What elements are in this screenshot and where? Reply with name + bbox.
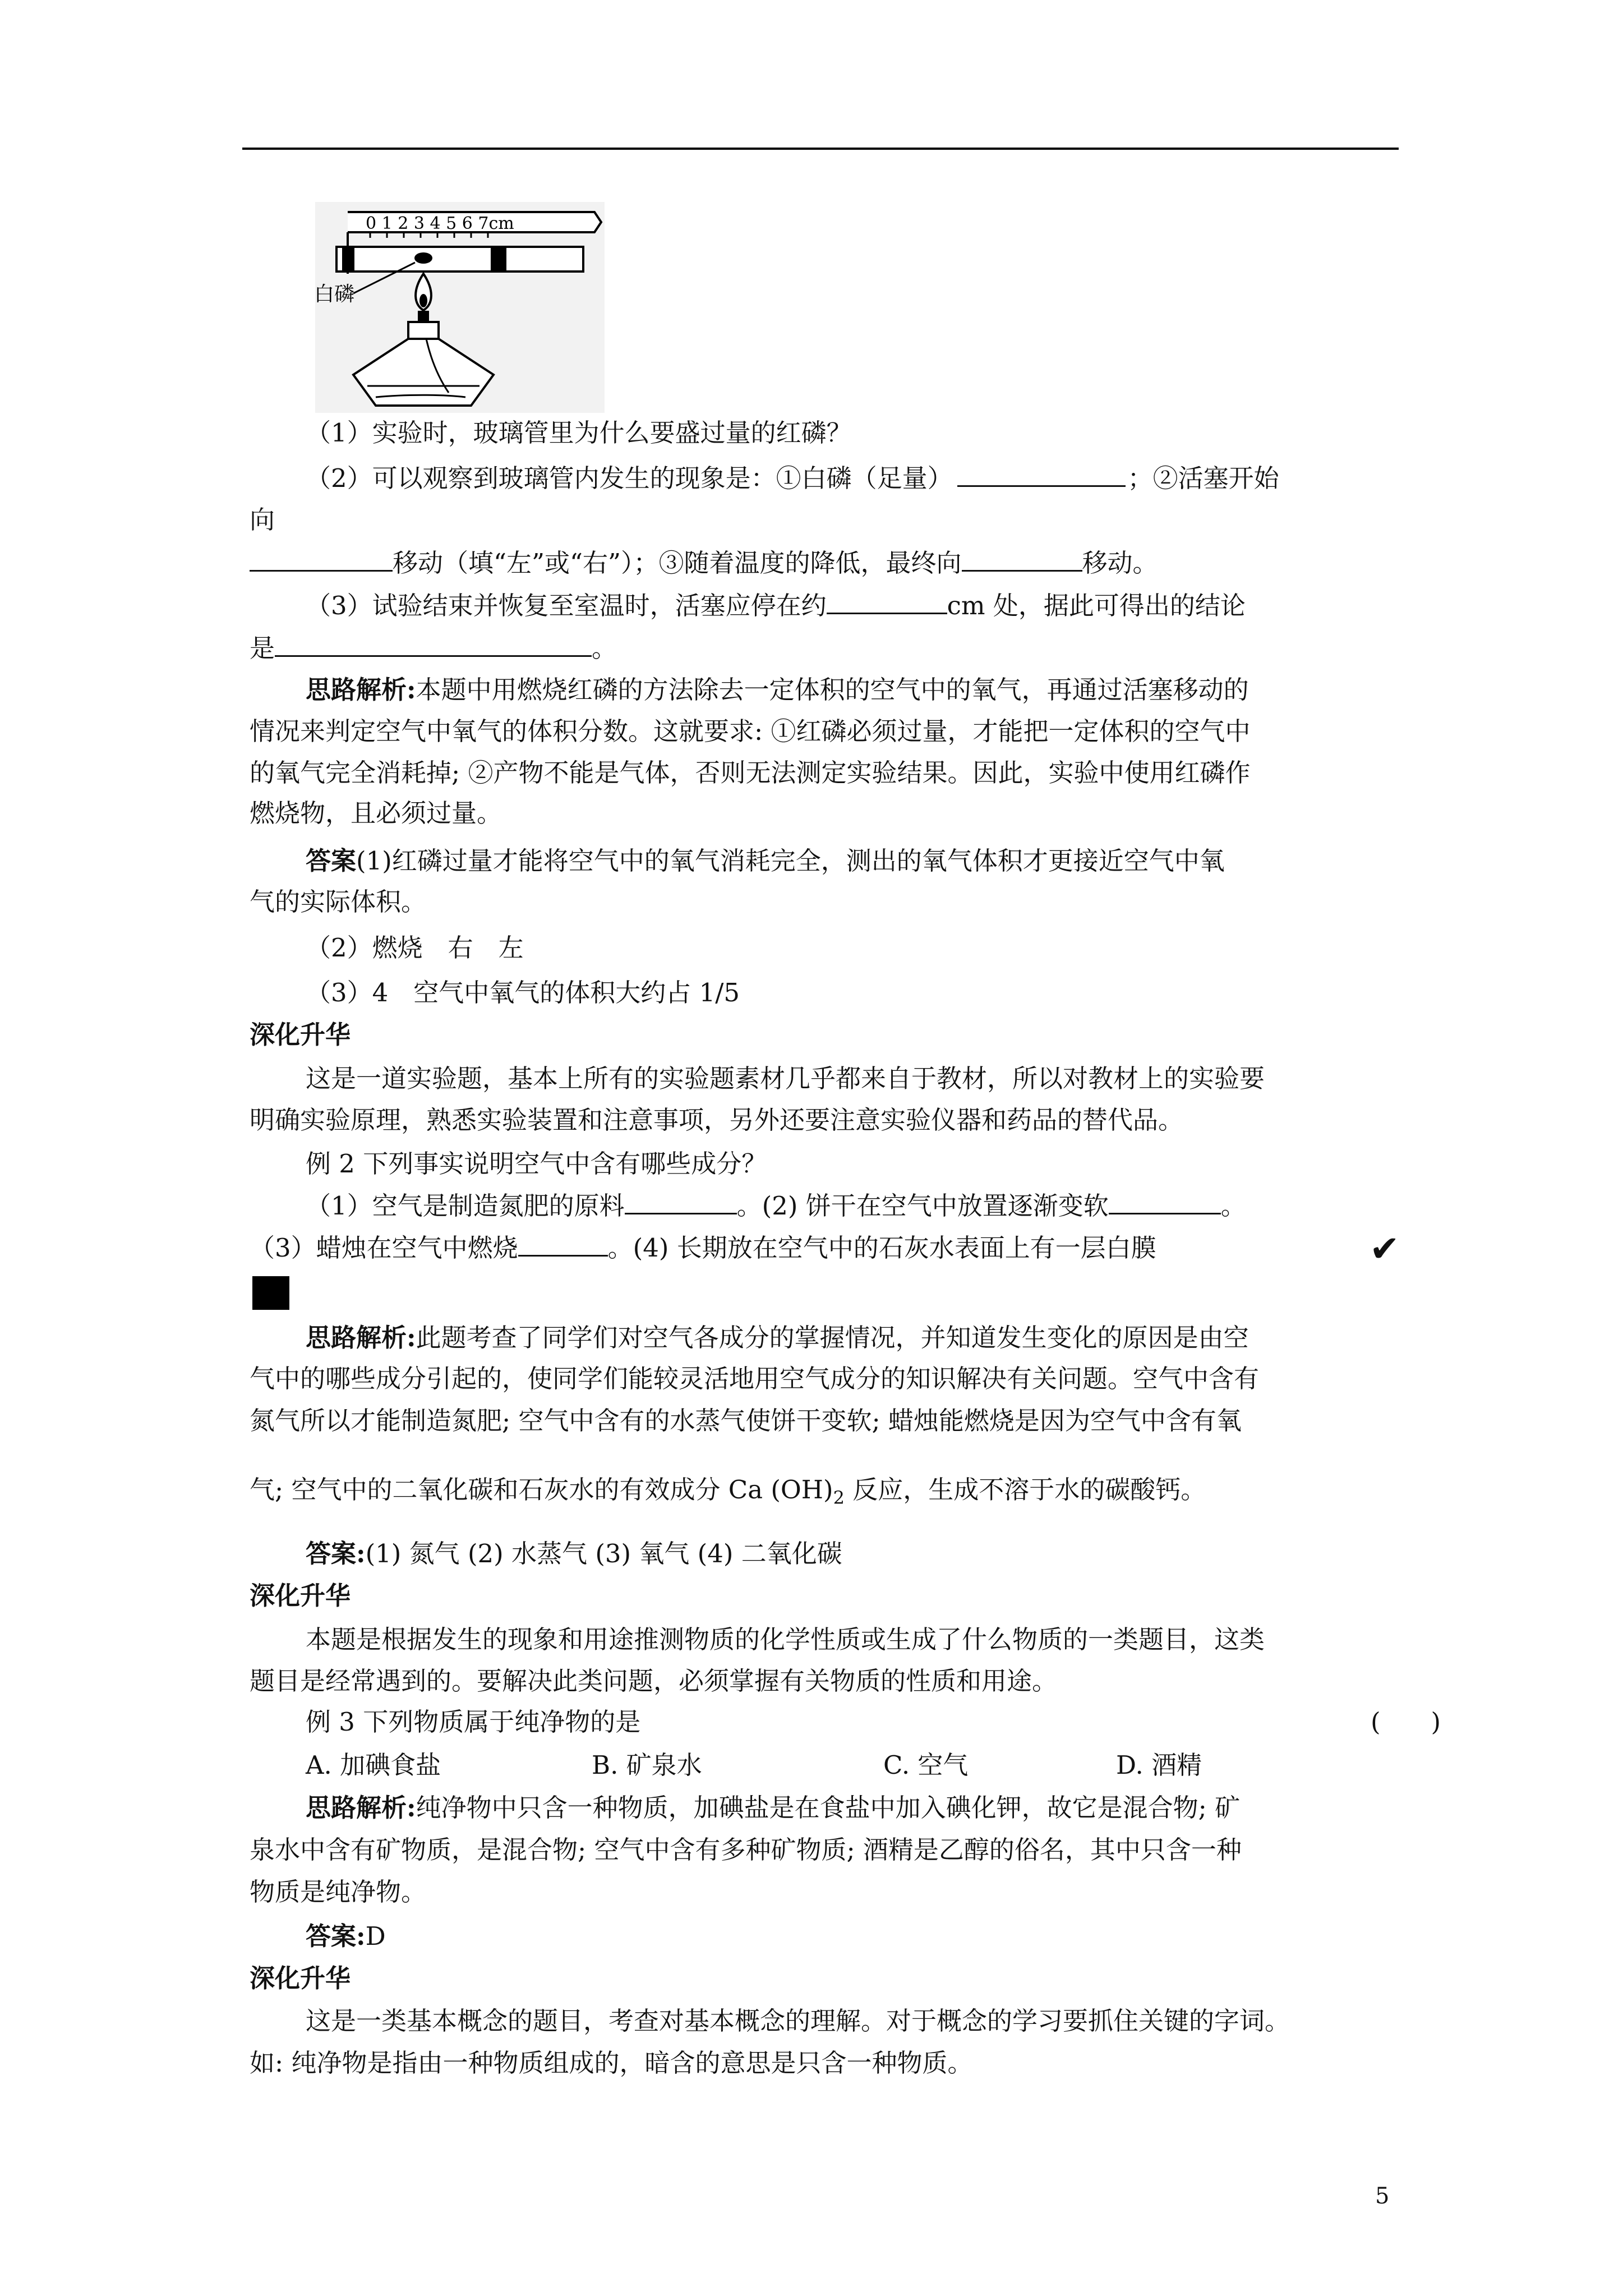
- answer-2: 答案:(1) 氮气 (2) 水蒸气 (3) 氧气 (4) 二氧化碳: [306, 1539, 842, 1568]
- blank-field[interactable]: [957, 462, 1126, 487]
- question-1: （1）实验时，玻璃管里为什么要盛过量的红磷？: [306, 418, 852, 448]
- deepen-heading-2: 深化升华: [250, 1581, 351, 1611]
- question-3-cont: 是 。: [250, 632, 617, 665]
- ruler-label: 0 1 2 3 4 5 6 7cm: [366, 214, 514, 233]
- question-2: （2）可以观察到玻璃管内发生的现象是：①白磷（足量） ；②活塞开始: [306, 462, 1279, 495]
- answer-parentheses: ( ): [1371, 1707, 1441, 1737]
- example-3-option-d: D. 酒精: [1116, 1750, 1202, 1780]
- blank-field[interactable]: [827, 589, 947, 614]
- phosphorus-label: 白磷: [314, 283, 355, 306]
- deepen-2-line-1: 本题是根据发生的现象和用途推测物质的化学性质或生成了什么物质的一类题目，这类: [306, 1625, 1265, 1654]
- analysis-2-line-4: 气; 空气中的二氧化碳和石灰水的有效成分 Ca $(OH)_2$ 反应，生成不溶于水的碳酸钙。: [250, 1475, 1206, 1508]
- blank-field[interactable]: [625, 1189, 737, 1214]
- header-rule: [242, 148, 1399, 150]
- question-3: （3）试验结束并恢复至室温时，活塞应停在约 cm 处，据此可得出的结论: [306, 589, 1246, 623]
- example-3-title: 例 3 下列物质属于纯净物的是: [306, 1707, 641, 1737]
- analysis-2: 思路解析:此题考查了同学们对空气各成分的掌握情况，并知道发生变化的原因是由空: [306, 1323, 1249, 1352]
- answer-3: 答案:D: [306, 1921, 386, 1951]
- example-3-option-b: B. 矿泉水: [592, 1750, 702, 1780]
- blank-field[interactable]: [518, 1231, 608, 1257]
- question-2-cont2: 移动（填“左”或“右”）；③随着温度的降低，最终向 移动。: [250, 546, 1158, 580]
- answer-1-line-4: （3）4 空气中氧气的体积大约占 1/5: [306, 978, 740, 1007]
- check-mark-icon: ✔: [1370, 1228, 1400, 1270]
- analysis-1-line-4: 燃烧物，且必须过量。: [250, 798, 502, 828]
- deepen-1-line-2: 明确实验原理，熟悉实验装置和注意事项，另外还要注意实验仪器和药品的替代品。: [250, 1105, 1184, 1135]
- analysis-3-line-2: 泉水中含有矿物质，是混合物; 空气中含有多种矿物质; 酒精是乙醇的俗名，其中只含一种: [250, 1835, 1242, 1865]
- black-square-mark: [252, 1276, 289, 1310]
- example-3-option-a: A. 加碘食盐: [306, 1750, 441, 1780]
- blank-field[interactable]: [1109, 1189, 1221, 1214]
- analysis-2-line-2: 气中的哪些成分引起的，使同学们能较灵活地用空气成分的知识解决有关问题。空气中含有: [250, 1364, 1260, 1393]
- experiment-apparatus-figure: [314, 201, 606, 414]
- analysis-3-line-3: 物质是纯净物。: [250, 1877, 427, 1907]
- answer-1: 答案(1)红磷过量才能将空气中的氧气消耗完全，测出的氧气体积才更接近空气中氧: [306, 846, 1225, 876]
- deepen-3-line-2: 如: 纯净物是指由一种物质组成的，暗含的意思是只含一种物质。: [250, 2048, 973, 2078]
- blank-field[interactable]: [275, 632, 592, 657]
- example-3-option-c: C. 空气: [883, 1750, 969, 1780]
- answer-1-line-3: （2）燃烧 右 左: [306, 933, 524, 963]
- example-2-line-1: （1）空气是制造氮肥的原料 。(2) 饼干在空气中放置逐渐变软 。: [306, 1189, 1246, 1223]
- example-2-title: 例 2 下列事实说明空气中含有哪些成分？: [306, 1149, 767, 1179]
- deepen-2-line-2: 题目是经常遇到的。要解决此类问题，必须掌握有关物质的性质和用途。: [250, 1666, 1058, 1696]
- deepen-heading-3: 深化升华: [250, 1963, 351, 1993]
- deepen-3-line-1: 这是一类基本概念的题目，考查对基本概念的理解。对于概念的学习要抓住关键的字词。: [306, 2006, 1290, 2036]
- question-2-cont: 向: [250, 505, 275, 535]
- blank-field[interactable]: [250, 546, 393, 572]
- page-number: 5: [1375, 2183, 1390, 2209]
- answer-1-line-2: 气的实际体积。: [250, 887, 427, 917]
- example-2-line-2: （3）蜡烛在空气中燃烧 。(4) 长期放在空气中的石灰水表面上有一层白膜: [250, 1231, 1156, 1265]
- deepen-heading-1: 深化升华: [250, 1020, 351, 1050]
- analysis-3: 思路解析:纯净物中只含一种物质，加碘盐是在食盐中加入碘化钾，故它是混合物; 矿: [306, 1793, 1241, 1823]
- analysis-2-line-3: 氮气所以才能制造氮肥; 空气中含有的水蒸气使饼干变软; 蜡烛能燃烧是因为空气中含有氧: [250, 1406, 1242, 1435]
- analysis-1-line-3: 的氧气完全消耗掉; ②产物不能是气体，否则无法测定实验结果。因此，实验中使用红磷作: [250, 758, 1251, 788]
- analysis-1-line-2: 情况来判定空气中氧气的体积分数。这就要求: ①红磷必须过量，才能把一定体积的空气中: [250, 716, 1251, 746]
- blank-field[interactable]: [962, 546, 1082, 572]
- analysis-1: 思路解析:本题中用燃烧红磷的方法除去一定体积的空气中的氧气，再通过活塞移动的: [306, 675, 1249, 705]
- deepen-1-line-1: 这是一道实验题，基本上所有的实验题素材几乎都来自于教材，所以对教材上的实验要: [306, 1064, 1265, 1093]
